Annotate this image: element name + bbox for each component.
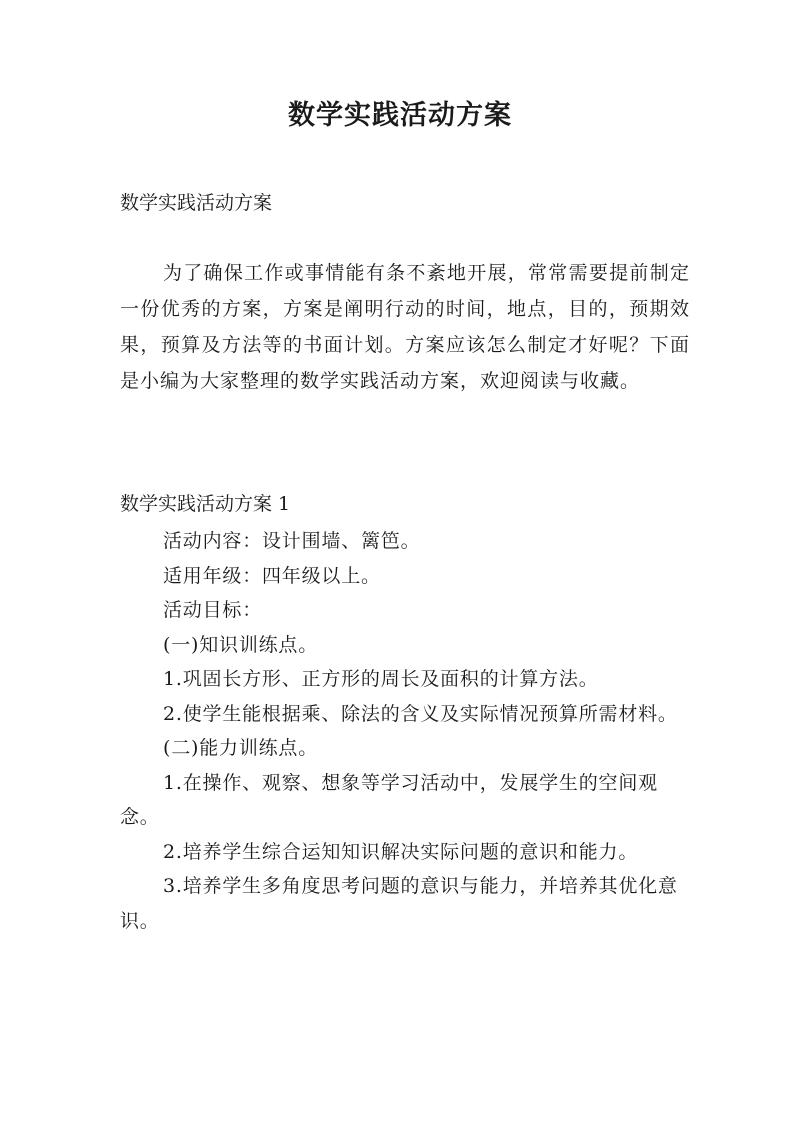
paragraph-ability-2: 2.培养学生综合运知知识解决实际问题的意识和能力。 xyxy=(163,840,639,863)
paragraph-knowledge-2: 2.使学生能根据乘、除法的含义及实际情况预算所需材料。 xyxy=(163,702,678,725)
section-body xyxy=(120,524,695,938)
paragraph-knowledge-heading: (一)知识训练点。 xyxy=(163,633,319,656)
paragraph-ability-heading: (二)能力训练点。 xyxy=(163,737,319,759)
paragraph-goals-heading: 活动目标： xyxy=(163,599,263,621)
section-heading: 数学实践活动方案 1 xyxy=(120,493,291,515)
paragraph-grade: 适用年级：四年级以上。 xyxy=(163,564,381,587)
document-title: 数学实践活动方案 xyxy=(288,100,512,131)
document-subtitle: 数学实践活动方案 xyxy=(120,192,273,214)
paragraph-activity-content: 活动内容：设计围墙、篱笆。 xyxy=(163,530,421,552)
paragraph-ability-3: 3.培养学生多角度思考问题的意识与能力，并培养其优化意识。 xyxy=(120,875,678,932)
paragraph-ability-1: 1.在操作、观察、想象等学习活动中，发展学生的空间观念。 xyxy=(120,771,658,828)
paragraph-knowledge-1: 1.巩固长方形、正方形的周长及面积的计算方法。 xyxy=(163,668,599,690)
intro-paragraph: 为了确保工作或事情能有条不紊地开展，常常需要提前制定一份优秀的方案，方案是阐明行动的时间，地点，目的，预期效果，预算及方法等的书面计划。方案应该怎么制定才好呢？下面是小编为大家整理的数学实践活动方案，欢迎阅读与收藏。 xyxy=(120,262,690,392)
